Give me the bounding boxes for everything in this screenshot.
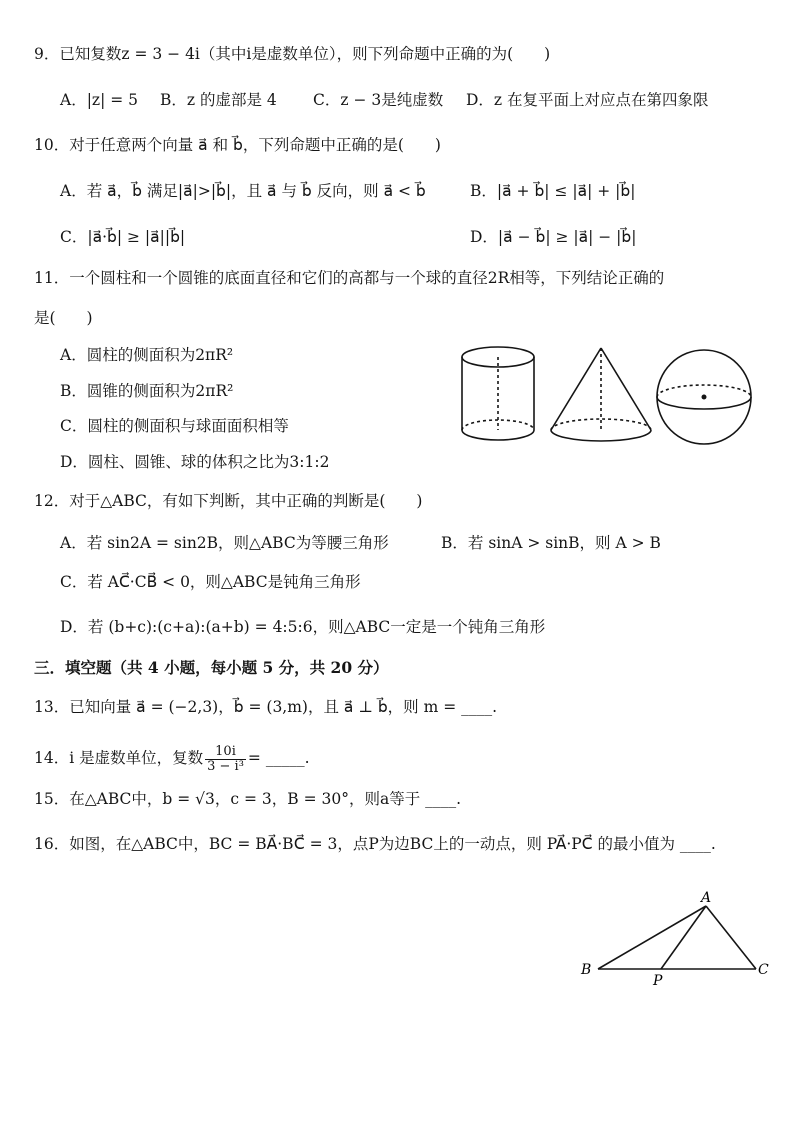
q14-fraction: [205, 745, 246, 774]
side-ac: [706, 906, 756, 969]
q12-stem: 12．对于△ABC，有如下判断，其中正确的判断是( ): [34, 492, 423, 510]
q9-option-c: C．z − 3是纯虚数: [313, 91, 444, 109]
q11-stem-line2: 是( ): [34, 309, 93, 327]
label-a: A: [701, 890, 712, 906]
q9-option-a: A．|z| = 5: [60, 91, 139, 109]
solids-figure: [455, 340, 765, 455]
q12-option-b: B．若 sinA > sinB，则 A > B: [441, 534, 661, 552]
q15-text: 15．在△ABC中，b = √3，c = 3，B = 30°，则a等于 ____.: [34, 790, 462, 808]
q9-stem: 9．已知复数z = 3 − 4i（其中i是虚数单位），则下列命题中正确的为( ): [34, 45, 551, 63]
q10-option-a: A．若 a⃗，b⃗ 满足|a⃗|>|b⃗|，且 a⃗ 与 b⃗ 反向，则 a⃗ < b⃗: [60, 182, 426, 200]
q10-stem: 10．对于任意两个向量 a⃗ 和 b⃗，下列命题中正确的是( ): [34, 136, 441, 154]
cylinder-shape: [462, 347, 534, 440]
q10-option-b: B．|a⃗ + b⃗| ≤ |a⃗| + |b⃗|: [470, 182, 636, 200]
section-3-title: 三．填空题（共 4 小题，每小题 5 分，共 20 分）: [34, 658, 389, 677]
segment-ap: [661, 906, 706, 969]
q10-option-c: C．|a⃗·b⃗| ≥ |a⃗||b⃗|: [60, 228, 186, 246]
sphere-shape: [657, 350, 751, 444]
q14-suffix: = _____.: [247, 749, 310, 767]
q13-text: 13．已知向量 a⃗ = (−2,3)，b⃗ = (3,m)，且 a⃗ ⊥ b⃗，则 m = ____.: [34, 698, 498, 716]
q11-option-d: D．圆柱、圆锥、球的体积之比为3:1:2: [60, 453, 330, 471]
cone-shape: [551, 348, 651, 441]
q11-stem-line1: 11．一个圆柱和一个圆锥的底面直径和它们的高都与一个球的直径2R相等，下列结论正确的: [34, 269, 665, 287]
q9-option-d: D．z 在复平面上对应点在第四象限: [466, 91, 709, 109]
q9-option-b: B．z 的虚部是 4: [160, 91, 277, 109]
q11-option-c: C．圆柱的侧面积与球面面积相等: [60, 417, 289, 435]
q11-option-a: A．圆柱的侧面积为2πR²: [60, 346, 234, 364]
q12-option-d: D．若 (b+c):(c+a):(a+b) = 4:5:6，则△ABC一定是一个钝角三角形: [60, 618, 546, 636]
label-p: P: [653, 973, 663, 989]
q16-text: 16．如图，在△ABC中，BC = BA⃗·BC⃗ = 3，点P为边BC上的一动点，则 PA⃗·PC⃗ 的最小值为 ____.: [34, 835, 716, 853]
q14-prefix: 14．i 是虚数单位，复数: [34, 749, 204, 767]
q10-option-d: D．|a⃗ − b⃗| ≥ |a⃗| − |b⃗|: [470, 228, 637, 246]
side-ab: [598, 906, 706, 969]
q14-denominator: 3 − i³: [207, 758, 244, 774]
q12-option-a: A．若 sin2A = sin2B，则△ABC为等腰三角形: [60, 534, 389, 552]
triangle-figure: [570, 885, 780, 1000]
q12-option-c: C．若 AC⃗·CB⃗ < 0，则△ABC是钝角三角形: [60, 573, 361, 591]
label-b: B: [581, 962, 592, 978]
label-c: C: [758, 962, 769, 978]
q11-option-b: B．圆锥的侧面积为2πR²: [60, 382, 234, 400]
q14-numerator: 10i: [205, 745, 246, 760]
q14-text: [34, 740, 310, 776]
